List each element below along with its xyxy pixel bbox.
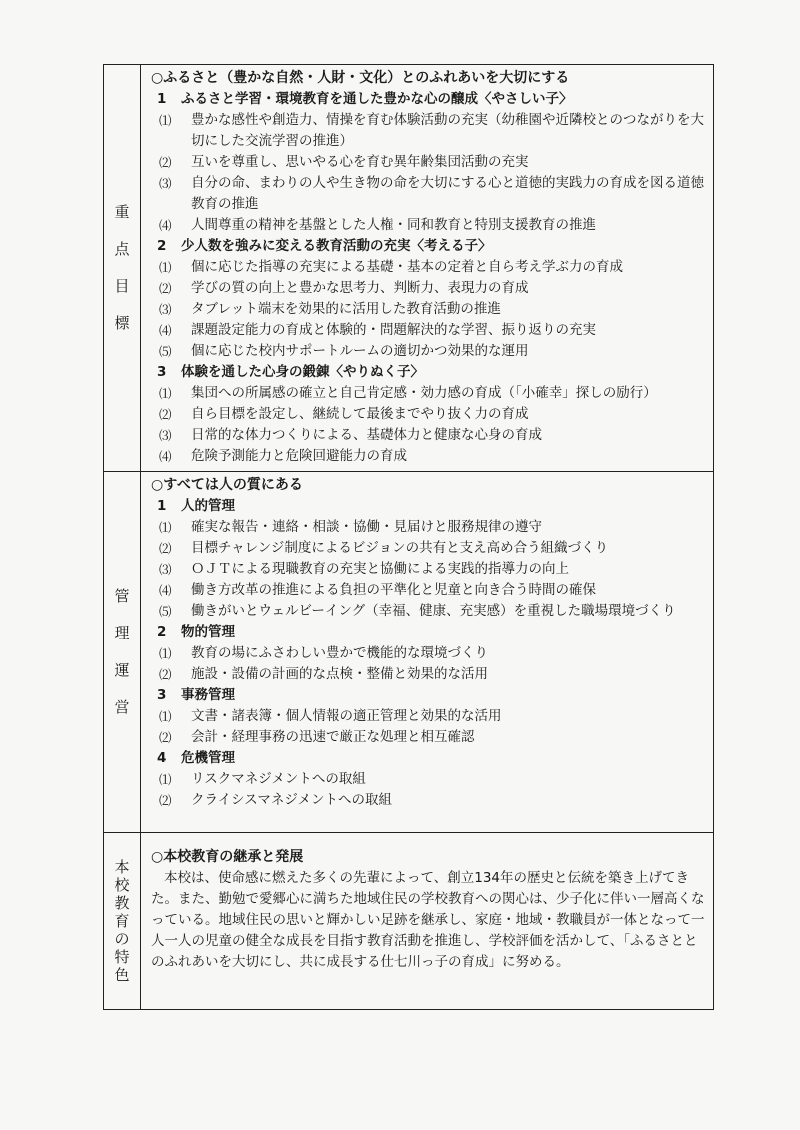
item-number: ⑵ xyxy=(159,281,172,296)
item-number: ⑴ xyxy=(159,520,172,535)
item-text: 自ら目標を設定し、継続して最後までやり抜く力の育成 xyxy=(191,406,529,422)
list-item xyxy=(151,152,705,173)
item-text: 文書・諸表簿・個人情報の適正管理と効果的な活用 xyxy=(191,708,502,724)
list-item xyxy=(151,383,705,404)
group-title-text: 人的管理 xyxy=(181,498,235,514)
item-text: 集団への所属感の確立と自己肯定感・効力感の育成（「小確幸」探しの励行） xyxy=(191,385,657,401)
item-text: リスクマネジメントへの取組 xyxy=(191,771,366,787)
item-number: ⑸ xyxy=(159,344,172,359)
list-item xyxy=(151,664,705,685)
list-item xyxy=(151,580,705,601)
section-school-features xyxy=(104,833,713,1009)
group-number: 3 xyxy=(157,687,167,703)
group-title-text: ふるさと学習・環境教育を通した豊かな心の醸成〈やさしい子〉 xyxy=(181,91,573,107)
group-title xyxy=(151,362,705,383)
section-label-char: 育 xyxy=(114,911,130,930)
item-number: ⑷ xyxy=(159,449,172,464)
list-item xyxy=(151,706,705,727)
item-number: ⑵ xyxy=(159,730,172,745)
item-number: ⑷ xyxy=(159,323,172,338)
group-list xyxy=(151,89,705,467)
group-number: 1 xyxy=(157,91,167,107)
list-item xyxy=(151,404,705,425)
item-text: 教育の場にふさわしい豊かで機能的な環境づくり xyxy=(191,645,488,661)
group-number: 2 xyxy=(157,238,167,254)
list-item xyxy=(151,559,705,580)
item-text: 目標チャレンジ制度によるビジョンの共有と支え高め合う組織づくり xyxy=(191,540,609,556)
list-item xyxy=(151,517,705,538)
section-paragraph: 本校は、使命感に燃えた多くの先輩によって、創立134年の歴史と伝統を築き上げてきた。また、勤勉で愛郷心に満ちた地域住民の学校教育への関心は、少子化に伴い一層高くなっている。地域住民の思いと輝かしい足跡を継承し、家庭・地域・教職員が一体となって一人一人の児童の健全な成長を目指す教育活動を推進し、学校評価を活かして、「ふるさととのふれあいを大切にし、共に成長する仕七川っ子の育成」に努める。 xyxy=(151,870,705,970)
list-item xyxy=(151,341,705,362)
list-item xyxy=(151,257,705,278)
section-label-char: 理 xyxy=(114,624,130,642)
section-label-char: 営 xyxy=(114,698,130,716)
list-item xyxy=(151,425,705,446)
item-text: 施設・設備の計画的な点検・整備と効果的な活用 xyxy=(191,666,488,682)
list-item xyxy=(151,643,705,664)
group-title xyxy=(151,89,705,110)
list-item xyxy=(151,538,705,559)
item-text: 働きがいとウェルビーイング（幸福、健康、充実感）を重視した職場環境づくり xyxy=(191,603,676,619)
section-label-char: 点 xyxy=(114,240,130,258)
section-label-char: 目 xyxy=(114,277,130,295)
group-number: 1 xyxy=(157,498,167,514)
group-title xyxy=(151,236,705,257)
section-label-char: 色 xyxy=(114,965,130,984)
group-number: 4 xyxy=(157,750,167,766)
item-text: 個に応じた指導の充実による基礎・基本の定着と自ら考え学ぶ力の育成 xyxy=(191,259,623,275)
section-label-char: 本 xyxy=(114,857,130,876)
list-item xyxy=(151,320,705,341)
group-title xyxy=(151,496,705,517)
item-number: ⑶ xyxy=(159,176,172,191)
section-body xyxy=(141,472,713,832)
item-text: 豊かな感性や創造力、情操を育む体験活動の充実（幼稚園や近隣校とのつながりを大切にした交流学習の推進） xyxy=(191,112,704,149)
section-heading: ○本校教育の継承と発展 xyxy=(151,849,304,865)
group-title-text: 体験を通した心身の鍛錬〈やりぬく子〉 xyxy=(181,364,424,380)
list-item xyxy=(151,278,705,299)
list-item xyxy=(151,727,705,748)
item-number: ⑴ xyxy=(159,646,172,661)
group-title-text: 事務管理 xyxy=(181,687,235,703)
item-number: ⑴ xyxy=(159,386,172,401)
group-title-text: 物的管理 xyxy=(181,624,235,640)
section-label-char: 校 xyxy=(114,875,130,894)
section-body xyxy=(141,833,713,1009)
item-number: ⑵ xyxy=(159,407,172,422)
item-number: ⑴ xyxy=(159,260,172,275)
list-item xyxy=(151,215,705,236)
section-label-char: 重 xyxy=(114,203,130,221)
section-focus-goals xyxy=(104,65,713,472)
item-number: ⑶ xyxy=(159,428,172,443)
list-item xyxy=(151,769,705,790)
group-title xyxy=(151,622,705,643)
list-item xyxy=(151,446,705,467)
item-text: 危険予測能力と危険回避能力の育成 xyxy=(191,448,407,464)
group-list xyxy=(151,496,705,811)
section-label-char: 特 xyxy=(114,947,130,966)
section-heading: ○ふるさと（豊かな自然・人財・文化）とのふれあいを大切にする xyxy=(151,70,570,86)
item-number: ⑷ xyxy=(159,218,172,233)
list-item xyxy=(151,601,705,622)
section-label-char: 標 xyxy=(114,314,130,332)
section-management xyxy=(104,472,713,833)
item-text: 学びの質の向上と豊かな思考力、判断力、表現力の育成 xyxy=(191,280,529,296)
item-number: ⑵ xyxy=(159,667,172,682)
item-text: 自分の命、まわりの人や生き物の命を大切にする心と道徳的実践力の育成を図る道徳教育の推進 xyxy=(191,175,704,212)
section-label xyxy=(104,833,141,1009)
group-title xyxy=(151,748,705,769)
item-text: 確実な報告・連絡・相談・協働・見届けと服務規律の遵守 xyxy=(191,519,542,535)
item-number: ⑶ xyxy=(159,562,172,577)
item-text: タブレット端末を効果的に活用した教育活動の推進 xyxy=(191,301,501,317)
item-text: 人間尊重の精神を基盤とした人権・同和教育と特別支援教育の推進 xyxy=(191,217,596,233)
group-number: 3 xyxy=(157,364,167,380)
list-item xyxy=(151,173,705,215)
item-text: クライシスマネジメントへの取組 xyxy=(191,792,393,808)
item-number: ⑵ xyxy=(159,155,172,170)
group-title-text: 危機管理 xyxy=(181,750,235,766)
item-text: 互いを尊重し、思いやる心を育む異年齢集団活動の充実 xyxy=(191,154,529,170)
section-label-char: 運 xyxy=(114,661,130,679)
list-item xyxy=(151,299,705,320)
item-number: ⑴ xyxy=(159,772,172,787)
item-text: 会計・経理事務の迅速で厳正な処理と相互確認 xyxy=(191,729,475,745)
item-number: ⑴ xyxy=(159,113,172,128)
item-number: ⑵ xyxy=(159,541,172,556)
section-label-char: の xyxy=(114,929,130,948)
list-item xyxy=(151,790,705,811)
section-body xyxy=(141,65,713,471)
item-text: 日常的な体力つくりによる、基礎体力と健康な心身の育成 xyxy=(191,427,542,443)
group-number: 2 xyxy=(157,624,167,640)
item-number: ⑵ xyxy=(159,793,172,808)
list-item xyxy=(151,110,705,152)
group-title-text: 少人数を強みに変える教育活動の充実〈考える子〉 xyxy=(181,238,492,254)
section-label xyxy=(104,472,141,832)
item-number: ⑴ xyxy=(159,709,172,724)
section-label-char: 管 xyxy=(114,587,130,605)
item-number: ⑶ xyxy=(159,302,172,317)
item-text: 課題設定能力の育成と体験的・問題解決的な学習、振り返りの充実 xyxy=(191,322,596,338)
document-table xyxy=(103,64,714,1010)
item-number: ⑷ xyxy=(159,583,172,598)
item-text: ＯＪＴによる現職教育の充実と協働による実践的指導力の向上 xyxy=(191,561,569,577)
group-title xyxy=(151,685,705,706)
item-number: ⑸ xyxy=(159,604,172,619)
section-heading: ○すべては人の質にある xyxy=(151,477,303,493)
item-text: 個に応じた校内サポートルームの適切かつ効果的な運用 xyxy=(191,343,529,359)
item-text: 働き方改革の推進による負担の平準化と児童と向き合う時間の確保 xyxy=(191,582,596,598)
section-label-char: 教 xyxy=(114,893,130,912)
section-label xyxy=(104,65,141,471)
